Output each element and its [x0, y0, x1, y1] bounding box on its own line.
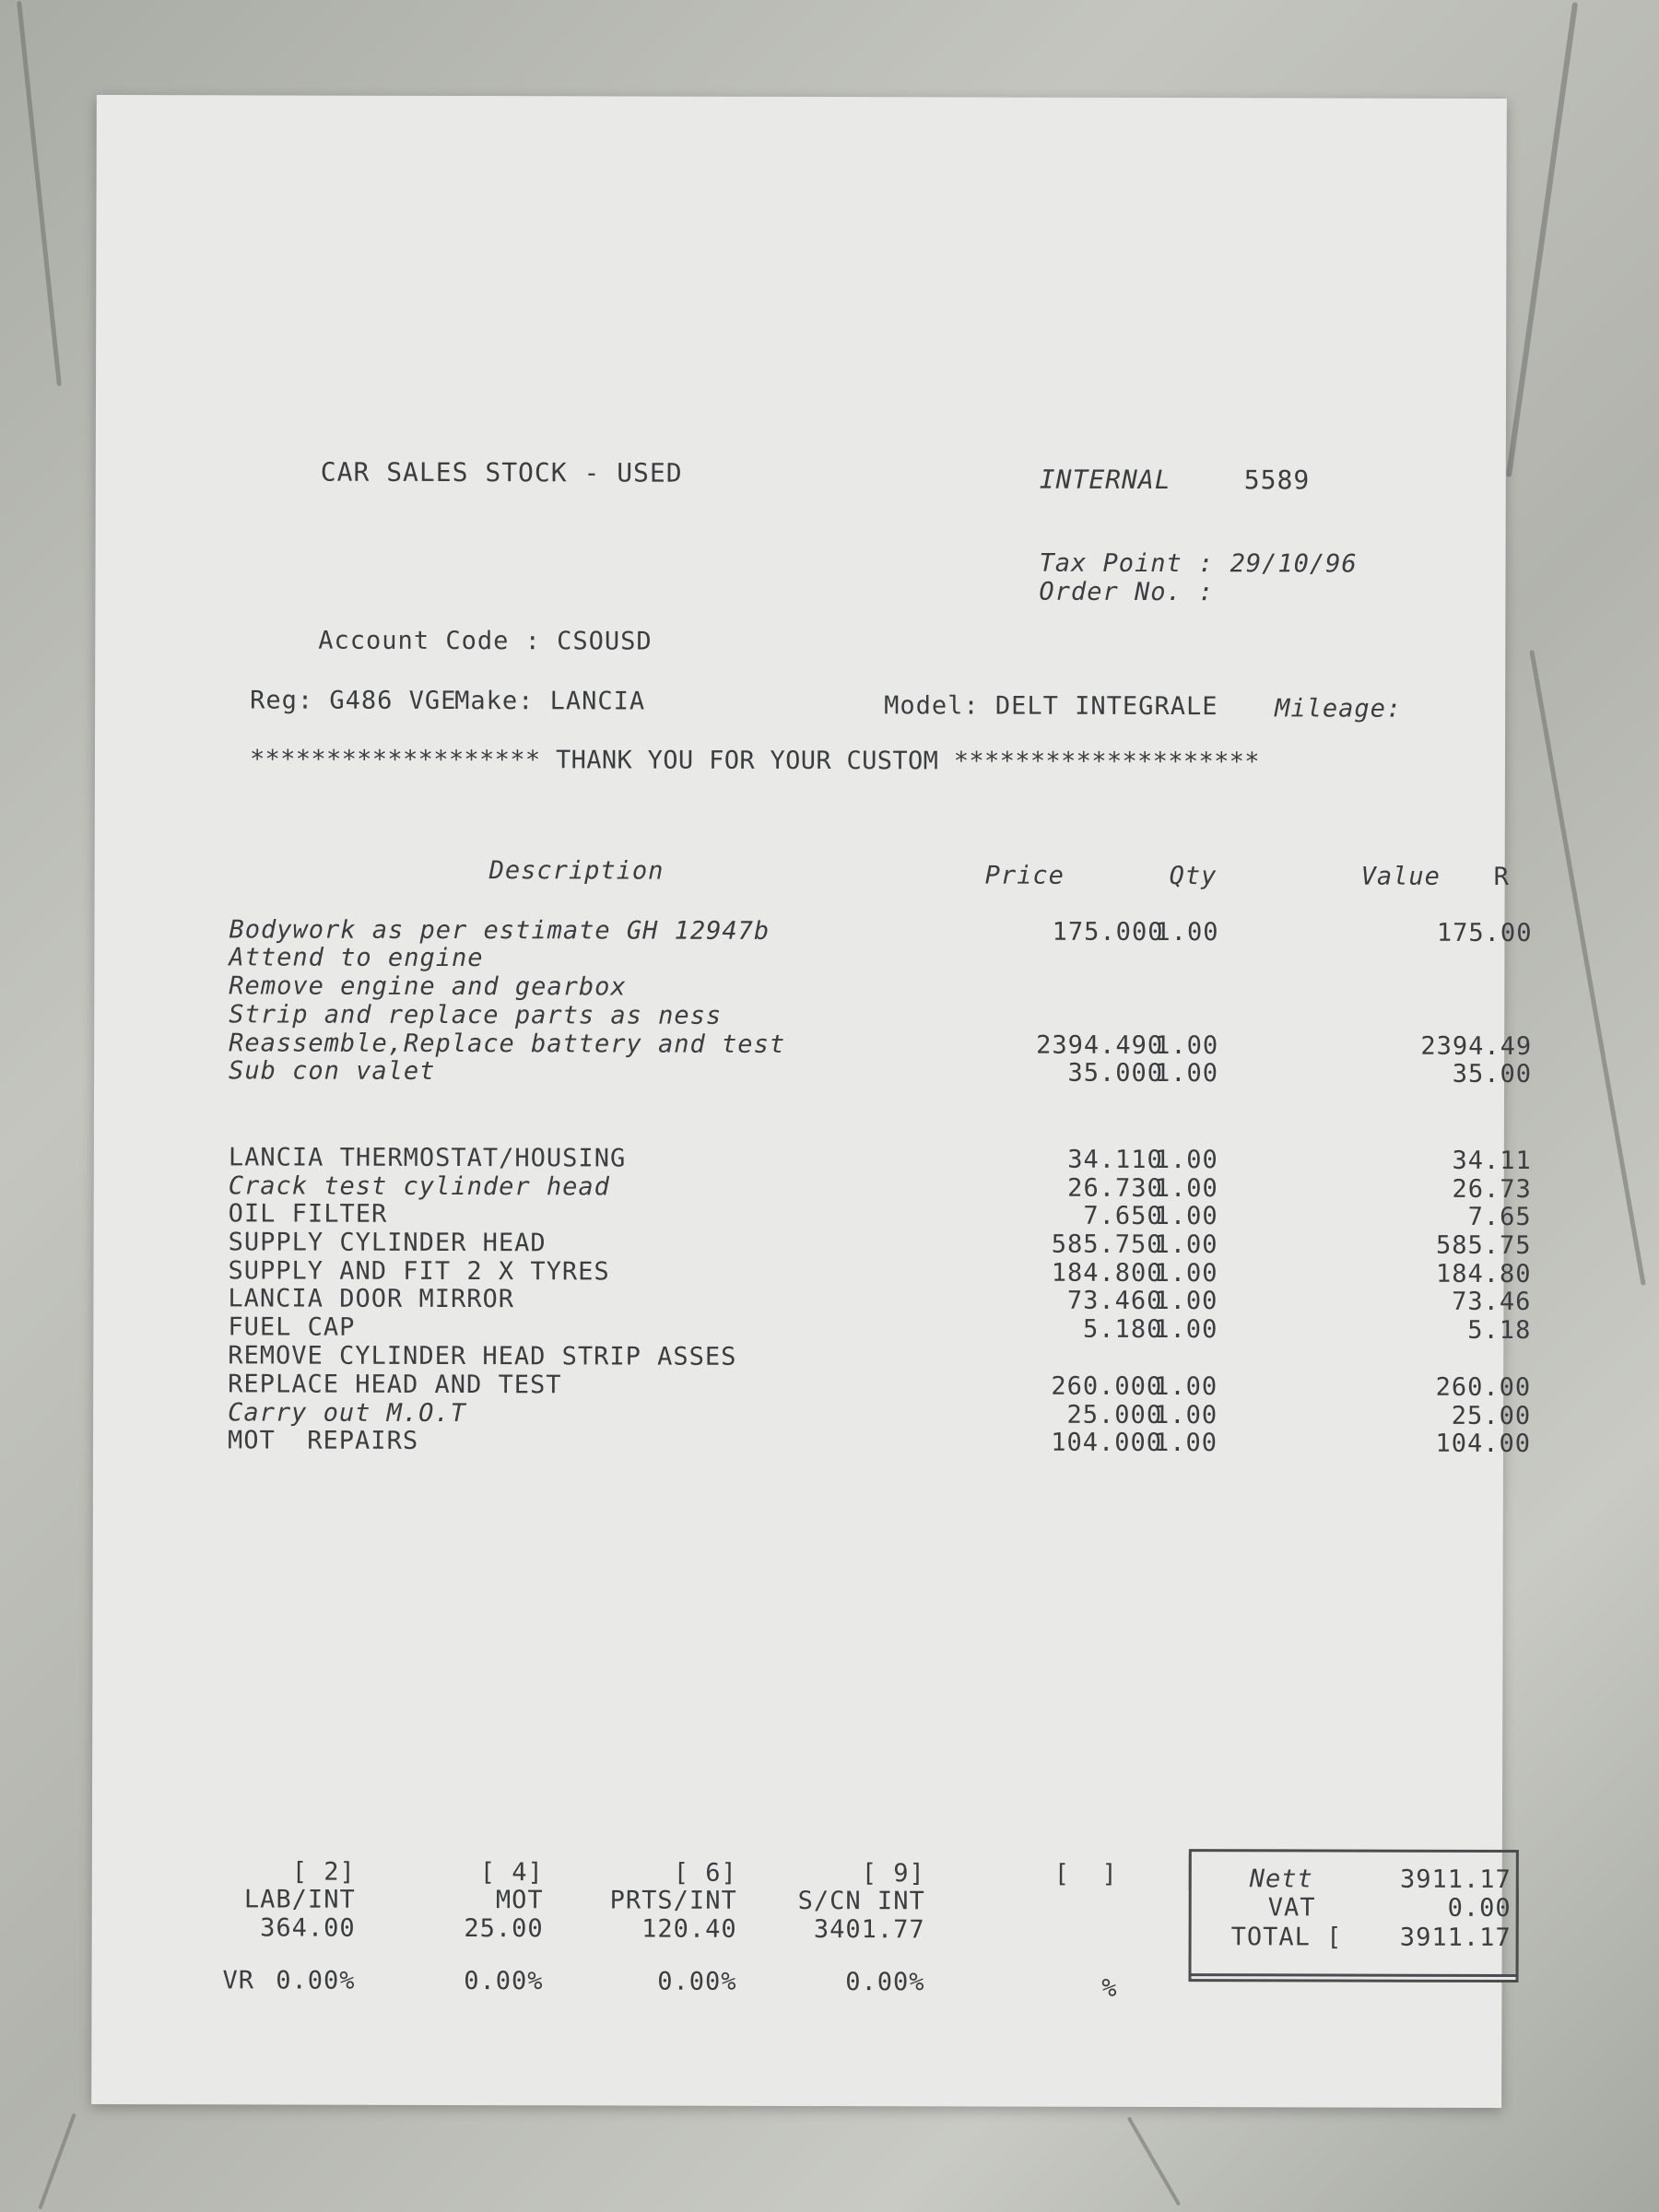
line-price: 184.800	[1051, 1258, 1163, 1288]
col-header-cut-off: R	[1493, 862, 1510, 892]
summary-label: LAB/INT	[243, 1885, 356, 1914]
line-description: REPLACE HEAD AND TEST	[228, 1370, 562, 1400]
line-price: 5.180	[1083, 1314, 1163, 1345]
nett-label: Nett	[1249, 1865, 1313, 1894]
summary-percent: 0.00%	[464, 1967, 544, 1996]
line-price: 585.750	[1051, 1230, 1163, 1260]
vat-label: VAT	[1267, 1893, 1316, 1923]
internal-number: 5589	[1243, 465, 1311, 496]
line-price: 175.000	[1052, 917, 1164, 947]
doc-title: CAR SALES STOCK - USED	[320, 456, 683, 488]
line-description: OIL FILTER	[228, 1199, 388, 1229]
line-value: 585.75	[1436, 1230, 1532, 1261]
summary-label: S/CN INT	[797, 1886, 925, 1916]
marble-vein	[1529, 650, 1645, 1286]
line-qty: 1.00	[1154, 1259, 1218, 1288]
line-price: 260.000	[1051, 1371, 1163, 1402]
line-description: Carry out M.O.T	[228, 1398, 466, 1429]
line-qty: 1.00	[1154, 1372, 1218, 1402]
line-value: 35.00	[1452, 1059, 1533, 1089]
line-description: SUPPLY CYLINDER HEAD	[228, 1228, 547, 1258]
tax-point: Tax Point : 29/10/96	[1039, 548, 1358, 579]
line-description: LANCIA THERMOSTAT/HOUSING	[228, 1143, 627, 1173]
line-description: Crack test cylinder head	[228, 1171, 610, 1202]
line-description: MOT REPAIRS	[227, 1426, 419, 1455]
summary-code: [ 9]	[861, 1859, 925, 1888]
line-value: 5.18	[1467, 1315, 1532, 1346]
col-header-value: Value	[1360, 862, 1441, 891]
line-value: 104.00	[1435, 1429, 1532, 1459]
vehicle-mileage: Mileage:	[1275, 694, 1403, 724]
line-value: 25.00	[1451, 1401, 1532, 1431]
summary-percent: %	[1101, 1973, 1118, 2003]
line-qty: 1.00	[1154, 1230, 1218, 1260]
vehicle-reg: Reg: G486 VGE	[250, 686, 457, 716]
line-value	[1237, 1003, 1532, 1004]
line-qty: 1.00	[1154, 1202, 1218, 1231]
line-description: Attend to engine	[229, 943, 484, 973]
marble-vein	[17, 1, 62, 386]
line-description: FUEL CAP	[228, 1312, 356, 1342]
line-value: 184.80	[1435, 1259, 1532, 1289]
account-code: Account Code : CSOUSD	[318, 626, 653, 656]
summary-amount: 120.40	[641, 1914, 737, 1944]
line-description: Reassemble,Replace battery and test	[229, 1029, 786, 1059]
col-header-qty: Qty	[1169, 862, 1218, 891]
vat-value: 0.00	[1447, 1893, 1512, 1924]
summary-amount	[915, 1915, 1118, 1916]
line-qty: 1.00	[1154, 1146, 1218, 1175]
line-value: 175.00	[1436, 918, 1533, 948]
summary-amount: 25.00	[464, 1914, 544, 1944]
marble-vein	[1127, 2116, 1181, 2206]
order-number: Order No. :	[1039, 577, 1215, 607]
line-qty: 1.00	[1154, 1401, 1218, 1430]
thank-you-banner: ******************* THANK YOU FOR YOUR CUSTOM ********************	[249, 745, 1260, 777]
line-description: REMOVE CYLINDER HEAD STRIP ASSES	[228, 1341, 737, 1371]
line-description: LANCIA DOOR MIRROR	[228, 1284, 515, 1314]
line-value: 73.46	[1452, 1287, 1532, 1317]
nett-value: 3911.17	[1399, 1865, 1512, 1895]
line-qty: 1.00	[1155, 918, 1219, 947]
total-value: 3911.17	[1399, 1923, 1512, 1953]
line-value: 34.11	[1452, 1146, 1532, 1176]
summary-amount: 3401.77	[813, 1915, 925, 1945]
line-description: Strip and replace parts as ness	[229, 1000, 723, 1030]
line-price: 2394.490	[1036, 1030, 1164, 1061]
summary-code: [ 4]	[479, 1858, 544, 1888]
summary-percent: 0.00%	[845, 1968, 925, 1997]
summary-code: [ ]	[1053, 1859, 1118, 1888]
line-price	[859, 1002, 1163, 1003]
line-qty: 1.00	[1155, 1059, 1219, 1088]
line-description: Remove engine and gearbox	[229, 971, 627, 1002]
line-qty: 1.00	[1154, 1287, 1218, 1316]
internal-label: INTERNAL	[1039, 464, 1171, 496]
summary-percent: 0.00%	[657, 1967, 737, 1996]
summary-label: MOT	[495, 1886, 544, 1915]
summary-code: [ 6]	[673, 1858, 737, 1888]
vehicle-model: Model: DELT INTEGRALE	[884, 691, 1218, 722]
line-qty: 1.00	[1154, 1174, 1218, 1204]
vehicle-make: Make: LANCIA	[454, 687, 646, 716]
line-description: SUPPLY AND FIT 2 X TYRES	[228, 1256, 610, 1287]
line-value: 2394.49	[1420, 1031, 1533, 1062]
col-header-price: Price	[984, 861, 1065, 890]
line-value: 26.73	[1452, 1174, 1532, 1205]
line-value	[1237, 974, 1532, 975]
invoice-sheet	[91, 95, 1533, 2108]
vr-label: VR	[222, 1966, 255, 1995]
line-qty: 1.00	[1155, 1031, 1219, 1061]
marble-vein	[38, 2113, 76, 2210]
col-header-description: Description	[488, 856, 665, 886]
summary-percent: 0.00%	[276, 1966, 356, 1995]
line-price: 104.000	[1051, 1428, 1163, 1458]
line-price: 25.000	[1066, 1400, 1163, 1430]
line-price	[859, 973, 1163, 974]
line-description: Sub con valet	[229, 1056, 436, 1086]
line-description: Bodywork as per estimate GH 12947b	[229, 915, 771, 946]
line-price: 35.000	[1067, 1058, 1164, 1088]
line-value: 260.00	[1435, 1372, 1532, 1403]
line-price: 73.460	[1066, 1286, 1163, 1316]
total-label: TOTAL [	[1230, 1923, 1343, 1952]
summary-label: PRTS/INT	[609, 1886, 737, 1915]
line-price: 7.650	[1083, 1201, 1163, 1231]
summary-code: [ 2]	[291, 1857, 356, 1887]
line-price: 34.110	[1067, 1145, 1163, 1175]
line-qty: 1.00	[1154, 1315, 1218, 1345]
summary-amount: 364.00	[260, 1913, 356, 1943]
marble-vein	[1506, 2, 1578, 477]
line-price: 26.730	[1067, 1173, 1163, 1204]
line-value: 7.65	[1467, 1202, 1532, 1232]
line-qty: 1.00	[1153, 1429, 1218, 1458]
